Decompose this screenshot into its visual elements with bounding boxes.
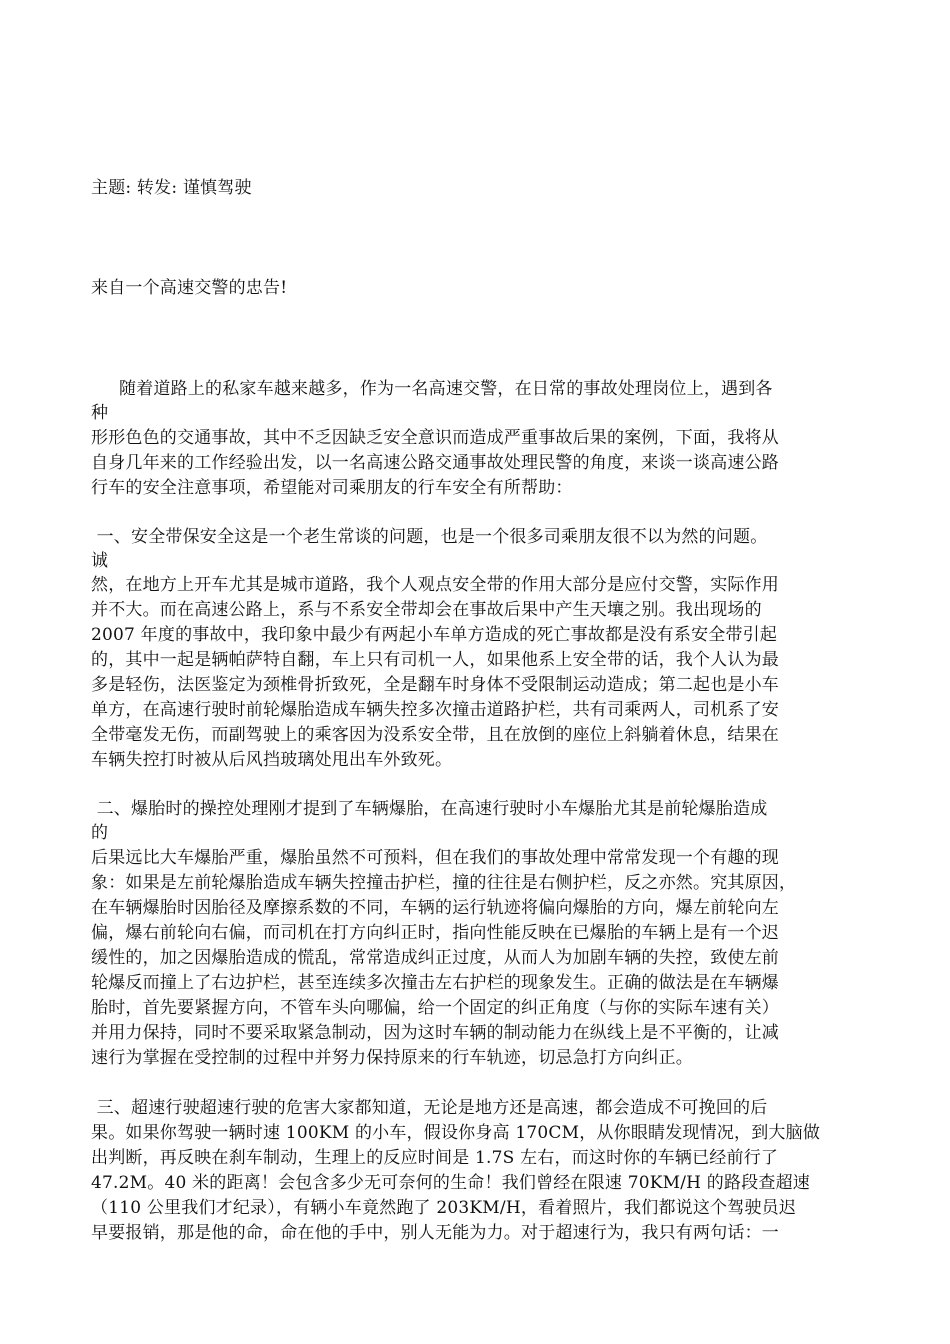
paragraph-line: 诚: [91, 551, 109, 571]
paragraph-line: 并用力保持，同时不要采取紧急制动，因为这时车辆的制动能力在纵线上是不平衡的，让减: [91, 1023, 779, 1043]
paragraph-line: 速行为掌握在受控制的过程中并努力保持原来的行车轨迹，切忌急打方向纠正。: [91, 1048, 693, 1068]
paragraph-line: 随着道路上的私家车越来越多，作为一名高速交警，在日常的事故处理岗位上，遇到各: [91, 379, 773, 399]
paragraph-line: 2007 年度的事故中，我印象中最少有两起小车单方造成的死亡事故都是没有系安全带引起: [91, 625, 778, 645]
paragraph-line: 早要报销，那是他的命，命在他的手中，别人无能为力。对于超速行为，我只有两句话：一: [91, 1223, 779, 1243]
paragraph-line: 单方，在高速行驶时前轮爆胎造成车辆失控多次撞击道路护栏，共有司乘两人，司机系了安: [91, 700, 779, 720]
paragraph-line: 行车的安全注意事项，希望能对司乘朋友的行车安全有所帮助：: [91, 478, 573, 498]
subject-line: 主题: 转发: 谨慎驾驶: [91, 178, 252, 198]
paragraph-line: 缓性的，加之因爆胎造成的慌乱，常常造成纠正过度，从而人为加剧车辆的失控，致使左前: [91, 948, 779, 968]
paragraph-line: （110 公里我们才纪录），有辆小车竟然跑了 203KM/H，看着照片，我们都说这个驾驶员迟: [91, 1198, 797, 1218]
paragraph-line: 偏，爆右前轮向右偏，而司机在打方向纠正时，指向性能反映在已爆胎的车辆上是有一个迟: [91, 923, 779, 943]
paragraph-line: 的，其中一起是辆帕萨特自翻，车上只有司机一人，如果他系上安全带的话，我个人认为最: [91, 650, 779, 670]
section-heading-line: 一、安全带保安全这是一个老生常谈的问题，也是一个很多司乘朋友很不以为然的问题。: [91, 527, 768, 547]
paragraph-line: 轮爆反而撞上了右边护栏，甚至连续多次撞击左右护栏的现象发生。正确的做法是在车辆爆: [91, 973, 779, 993]
paragraph-line: 在车辆爆胎时因胎径及摩擦系数的不同，车辆的运行轨迹将偏向爆胎的方向，爆左前轮向左: [91, 898, 779, 918]
paragraph-line: 种: [91, 403, 109, 423]
paragraph-line: 全带毫发无伤，而副驾驶上的乘客因为没系安全带，且在放倒的座位上斜躺着休息，结果在: [91, 725, 779, 745]
paragraph-line: 车辆失控打时被从后风挡玻璃处甩出车外致死。: [91, 750, 453, 770]
paragraph-line: 形形色色的交通事故，其中不乏因缺乏安全意识而造成严重事故后果的案例，下面，我将从: [91, 428, 779, 448]
paragraph-line: 果。如果你驾驶一辆时速 100KM 的小车，假设你身高 170CM，从你眼睛发现情况，到大脑做: [91, 1123, 821, 1143]
paragraph-line: 胎时，首先要紧握方向，不管车头向哪偏，给一个固定的纠正角度（与你的实际车速有关）: [91, 998, 779, 1018]
section-heading-line: 二、爆胎时的操控处理刚才提到了车辆爆胎，在高速行驶时小车爆胎尤其是前轮爆胎造成: [91, 799, 768, 819]
paragraph-line: 后果远比大车爆胎严重，爆胎虽然不可预料，但在我们的事故处理中常常发现一个有趣的现: [91, 848, 779, 868]
paragraph-line: 多是轻伤，法医鉴定为颈椎骨折致死，全是翻车时身体不受限制运动造成；第二起也是小车: [91, 675, 779, 695]
paragraph-line: 出判断，再反映在刹车制动，生理上的反应时间是 1.7S 左右，而这时你的车辆已经前行了: [91, 1148, 779, 1168]
section-heading-line: 三、超速行驶超速行驶的危害大家都知道，无论是地方还是高速，都会造成不可挽回的后: [91, 1098, 768, 1118]
paragraph-line: 自身几年来的工作经验出发，以一名高速公路交通事故处理民警的角度，来谈一谈高速公路: [91, 453, 779, 473]
paragraph-line: 然，在地方上开车尤其是城市道路，我个人观点安全带的作用大部分是应付交警，实际作用: [91, 575, 779, 595]
paragraph-line: 47.2M。40 米的距离！会包含多少无可奈何的生命！我们曾经在限速 70KM/H 的路段查超速: [91, 1173, 810, 1193]
paragraph-line: 的: [91, 823, 109, 843]
source-line: 来自一个高速交警的忠告!: [91, 278, 288, 298]
paragraph-line: 象：如果是左前轮爆胎造成车辆失控撞击护栏，撞的往往是右侧护栏，反之亦然。究其原因，: [91, 873, 797, 893]
paragraph-line: 并不大。而在高速公路上，系与不系安全带却会在事故后果中产生天壤之别。我出现场的: [91, 600, 762, 620]
